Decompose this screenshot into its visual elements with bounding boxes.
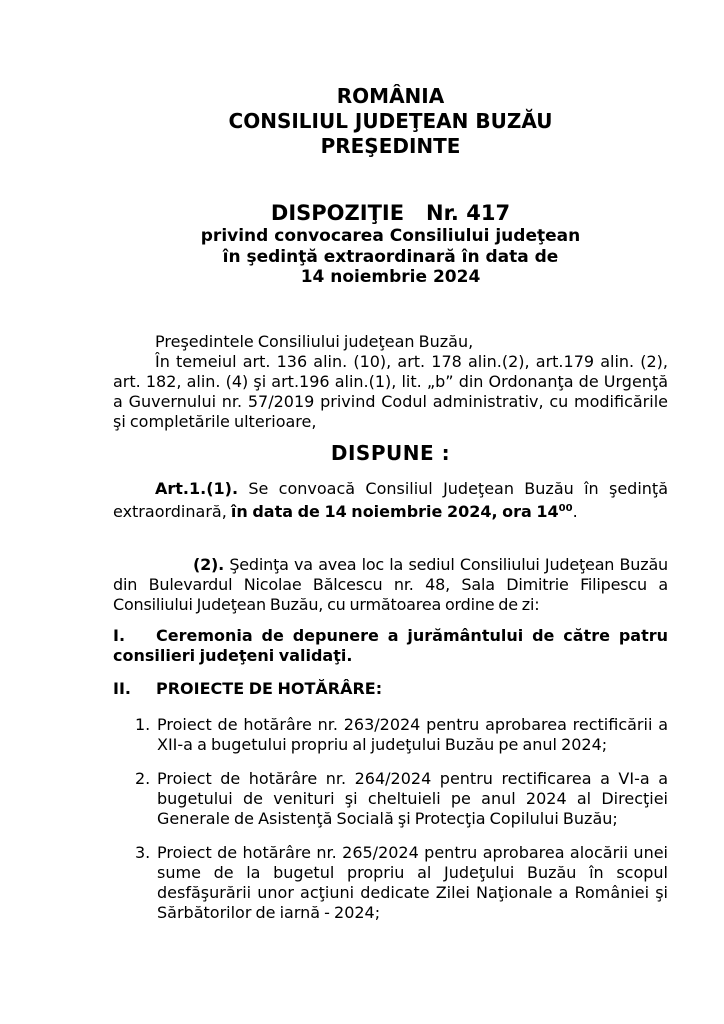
article-2-paragraph <box>113 555 668 615</box>
section-1-text: Ceremonia de depunere a jurământului de către patru consilieri judeţeni validaţi. <box>113 625 668 665</box>
agenda-item-text: Proiect de hotărâre nr. 263/2024 pentru aprobarea rectificării a XII-a a bugetului propriu al judeţului Buzău pe anul 2024; <box>157 714 668 754</box>
section-1-numeral: I. <box>113 625 126 645</box>
disposition-subtitle-date: 14 noiembrie 2024 <box>300 267 481 287</box>
document-content <box>113 84 668 937</box>
article-2-text: Şedinţa va avea loc la sediul Consiliului Judeţean Buzău din Bulevardul Nicolae Bălcescu nr. 48, Sala Dimitrie Filipescu a Consiliului Judeţean Buzău, cu următoarea ordine de zi: <box>113 554 668 614</box>
disposition-subtitle-line1: privind convocarea Consiliului judeţean <box>200 226 581 246</box>
agenda-item-list <box>113 715 668 923</box>
agenda-section-ceremony <box>113 626 668 666</box>
agenda-section-projects <box>113 679 668 699</box>
agenda-item-number: 2. <box>135 768 151 788</box>
org-institution-line: CONSILIUL JUDEŢEAN BUZĂU <box>228 109 553 133</box>
preamble-issuer-line: Preşedintele Consiliului judeţean Buzău, <box>155 331 474 351</box>
agenda-item <box>113 843 668 923</box>
org-role-line: PREŞEDINTE <box>320 134 461 158</box>
article-1-superscript: 00 <box>558 502 573 514</box>
agenda-item <box>113 769 668 829</box>
dispune-heading: DISPUNE : <box>330 440 451 465</box>
disposition-subtitle-line2: în şedinţă extraordinară în data de <box>222 246 559 267</box>
article-1-label: Art.1.(1). <box>155 478 239 498</box>
org-country-line: ROMÂNIA <box>336 84 445 108</box>
section-2-numeral: II. <box>113 678 131 698</box>
section-2-text: PROIECTE DE HOTĂRÂRE: <box>156 678 383 698</box>
article-1-paragraph <box>113 479 668 522</box>
agenda-item-text: Proiect de hotărâre nr. 264/2024 pentru rectificarea a VI-a a bugetului de venituri şi cheltuieli pe anul 2024 al Direcţiei Generale de Asistenţă Socială şi Protecţia Copilului Buzău; <box>157 768 668 828</box>
legal-basis-paragraph: În temeiul art. 136 alin. (10), art. 178 alin.(2), art.179 alin. (2), art. 182, alin. (4) şi art.196 alin.(1), lit. „b” din Ordonanţa de Urgenţă a Guvernului nr. 57/2019 privind Codul administrativ, cu modificările şi completările ulterioare, <box>113 351 668 431</box>
org-header <box>113 84 668 159</box>
agenda-item-text: Proiect de hotărâre nr. 265/2024 pentru aprobarea alocării unei sume de la bugetul propriu al Judeţului Buzău în scopul desfăşurării unor acţiuni dedicate Zilei Naţionale a României şi Sărbătorilor de iarnă - 2024; <box>157 842 668 922</box>
agenda-item-number: 1. <box>135 714 151 734</box>
article-1-lead-text: Se convoacă Consiliul Judeţean Buzău în şedinţă extraordinară, <box>113 478 668 521</box>
article-1-bold-date: în data de 14 noiembrie 2024, ora 14 <box>230 501 559 521</box>
agenda-item <box>113 715 668 755</box>
disposition-title-block <box>113 201 668 288</box>
article-2-label: (2). <box>193 554 225 574</box>
disposition-title: DISPOZIŢIE Nr. 417 <box>270 201 511 225</box>
article-1-period: . <box>572 501 578 521</box>
agenda-item-number: 3. <box>135 842 151 862</box>
